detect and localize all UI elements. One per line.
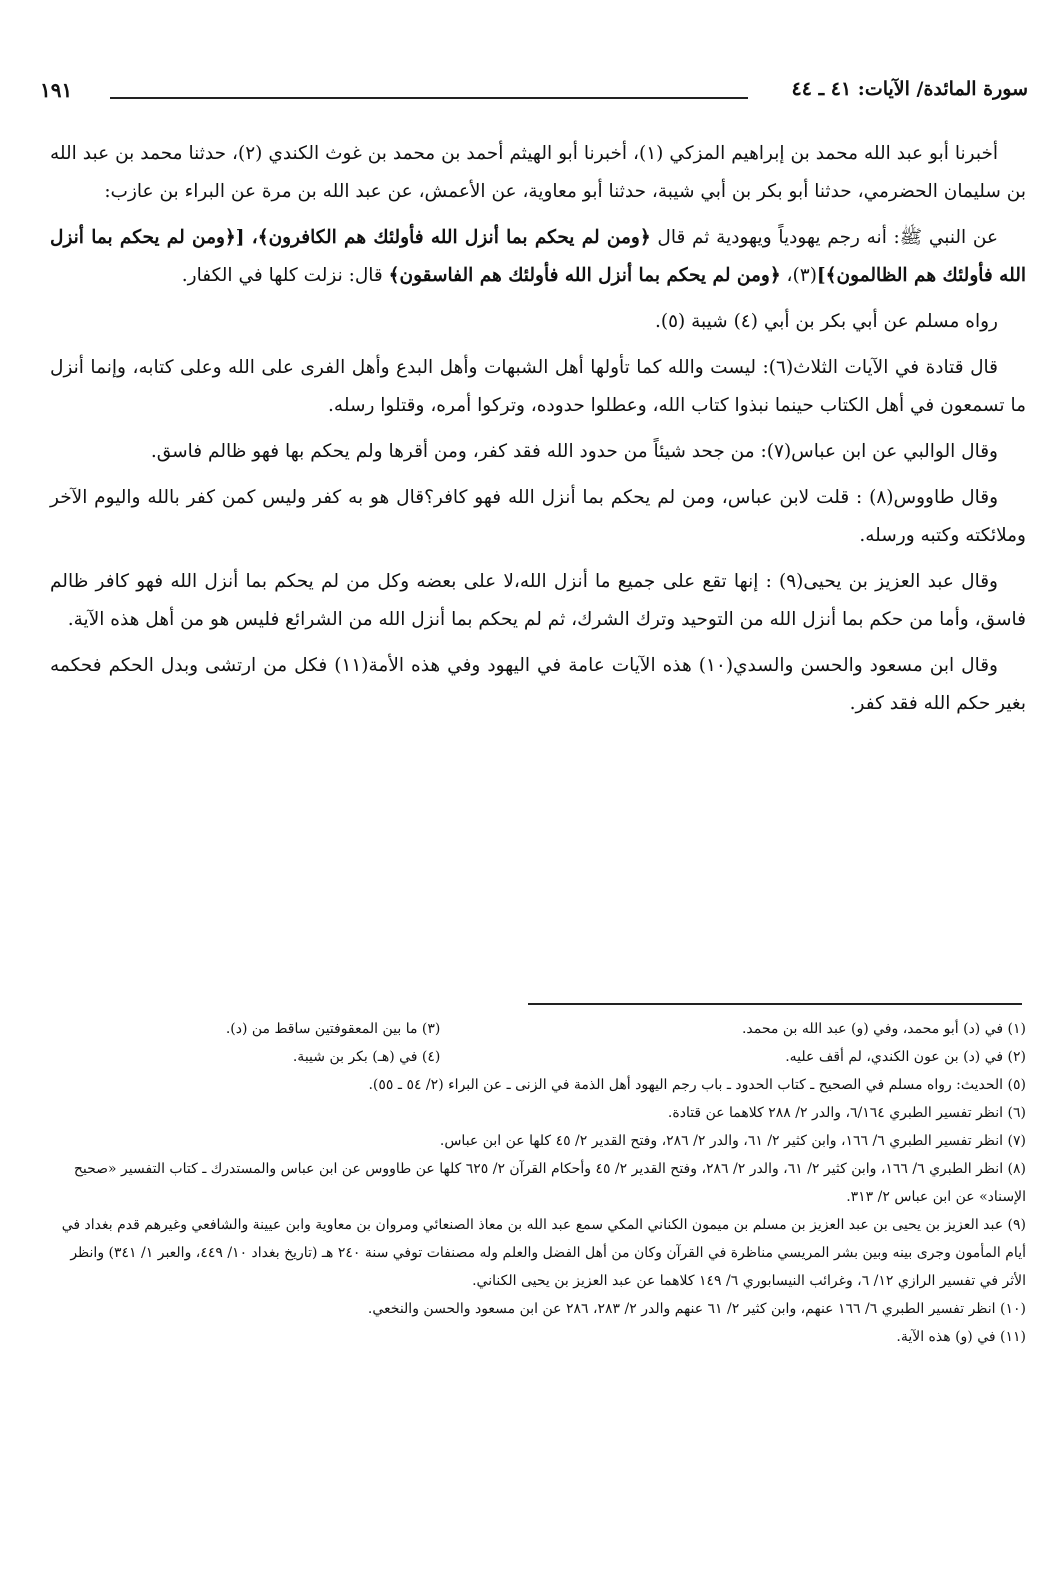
paragraph-abdulaziz: وقال عبد العزيز بن يحيى(٩) : إنها تقع على جميع ما أنزل الله،لا على بعضه وكل من لم يحكم بما أنزل الله فهو كافر ظالم فاسق، وأما من حكم بما أنزل الله من التوحيد وترك الشرك، ثم لم يحكم بما أنزل الله من الشرائع فليس هو من أهل هذه الآية. bbox=[50, 571, 1026, 630]
footnote-3: (٣) ما بين المعقوفتين ساقط من (د). bbox=[225, 1021, 441, 1037]
footnote-6: (٦) انظر تفسير الطبري ٦/١٦٤، والدر ٢/ ٢٨٨ كلاهما عن قتادة. bbox=[667, 1105, 1026, 1121]
hadith-conclusion: قال: نزلت كلها في الكفار. bbox=[181, 265, 389, 286]
footnote-row bbox=[50, 1015, 1026, 1071]
footnote-2: (٢) في (د) بن عون الكندي، لم أقف عليه. bbox=[785, 1049, 1026, 1065]
hadith-intro: عن النبي ﷺ: أنه رجم يهودياً ويهودية ثم قال bbox=[650, 227, 998, 248]
footnote-ref-3: (٣)، bbox=[780, 265, 817, 286]
verse-quote-1: ﴿ومن لم يحكم بما أنزل الله فأولئك هم الكافرون﴾، [﴿ومن لم يحكم بما أنزل الله فأولئك هم الظالمون﴾] bbox=[50, 227, 1026, 286]
paragraph-qatada: قال قتادة في الآيات الثلاث(٦): ليست والله كما تأولها أهل الشبهات وأهل البدع وأهل الفرى على الله وعلى كتابه، وإنما أنزل ما تسمعون في أهل الكتاب حينما نبذوا كتاب الله، وعطلوا حدوده، وتركوا أمره، وقتلوا رسله. bbox=[50, 357, 1026, 416]
paragraph-narration: رواه مسلم عن أبي بكر بن أبي (٤) شيبة (٥). bbox=[654, 311, 998, 332]
footnote-11: (١١) في (و) هذه الآية. bbox=[896, 1329, 1026, 1345]
footnote-separator bbox=[528, 1003, 1022, 1005]
page-header bbox=[40, 78, 1028, 118]
paragraph-ibn-masud: وقال ابن مسعود والحسن والسدي(١٠) هذه الآيات عامة في اليهود وفي هذه الأمة(١١) فكل من ارتشى وبدل الحكم فحكمه بغير حكم الله فقد كفر. bbox=[50, 655, 1026, 714]
footnote-column-right bbox=[558, 1015, 1026, 1071]
paragraph-isnad: أخبرنا أبو عبد الله محمد بن إبراهيم المزكي (١)، أخبرنا أبو الهيثم أحمد بن محمد بن غوث الكندي (٢)، حدثنا محمد بن عبد الله بن سليمان الحضرمي، حدثنا أبو بكر بن أبي شيبة، حدثنا أبو معاوية، عن الأعمش، عن عبد الله بن مرة عن البراء بن عازب: bbox=[50, 143, 1026, 202]
footnote-8: (٨) انظر الطبري ٦/ ١٦٦، وابن كثير ٢/ ٦١، والدر ٢/ ٢٨٦، وفتح القدير ٢/ ٤٥ وأحكام القرآن ٢/ ٦٢٥ كلها عن طاووس عن ابن عباس والمستدرك ـ كتاب التفسير «صحيح الإسناد» عن ابن عباس ٢/ ٣١٣. bbox=[73, 1161, 1026, 1205]
paragraph-tawus: وقال طاووس(٨) : قلت لابن عباس، ومن لم يحكم بما أنزل الله فهو كافر؟قال هو به كفر وليس كمن كفر بالله واليوم الآخر وملائكته وكتبه ورسله. bbox=[50, 487, 1026, 546]
footnote-4: (٤) في (هـ) بكر بن شيبة. bbox=[292, 1049, 441, 1065]
header-rule bbox=[110, 97, 748, 99]
paragraph-walibi: وقال الوالبي عن ابن عباس(٧): من جحد شيئاً من حدود الله فقد كفر، ومن أقرها ولم يحكم بها فهو ظالم فاسق. bbox=[150, 441, 998, 462]
footnote-column-left bbox=[50, 1015, 440, 1071]
running-title: سورة المائدة/ الآيات: ٤١ ـ ٤٤ bbox=[791, 78, 1028, 100]
footnotes bbox=[50, 1015, 1026, 1351]
footnote-9: (٩) عبد العزيز بن يحيى بن عبد العزيز بن مسلم بن ميمون الكناني المكي سمع عبد الله بن معاذ الصنعائي ومروان بن معاوية وابن عيينة والشافعي وغيرهم قدم بغداد في أيام المأمون وجرى بينه وبين بشر المريسي مناظرة في القرآن وكان من أهل الفضل والعلم وله مصنفات توفي سنة ٢٤٠ هـ (تاريخ بغداد ١٠/ ٤٤٩، والعبر ١/ ٣٤١) وانظر الأثر في تفسير الرازي ١٢/ ٦، وغرائب النيسابوري ٦/ ١٤٩ كلاهما عن عبد العزيز بن يحيى الكناني. bbox=[61, 1217, 1026, 1289]
main-text bbox=[50, 135, 1026, 731]
footnote-10: (١٠) انظر تفسير الطبري ٦/ ١٦٦ عنهم، وابن كثير ٢/ ٦١ عنهم والدر ٢/ ٢٨٣، ٢٨٦ عن ابن مسعود والحسن والنخعي. bbox=[367, 1301, 1026, 1317]
footnote-1: (١) في (د) أبو محمد، وفي (و) عبد الله بن محمد. bbox=[741, 1021, 1026, 1037]
footnote-7: (٧) انظر تفسير الطبري ٦/ ١٦٦، وابن كثير ٢/ ٦١، والدر ٢/ ٢٨٦، وفتح القدير ٢/ ٤٥ كلها عن ابن عباس. bbox=[439, 1133, 1026, 1149]
footnote-5: (٥) الحديث: رواه مسلم في الصحيح ـ كتاب الحدود ـ باب رجم اليهود أهل الذمة في الزنى ـ عن البراء (٢/ ٥٤ ـ ٥٥). bbox=[368, 1077, 1026, 1093]
verse-quote-2: ﴿ومن لم يحكم بما أنزل الله فأولئك هم الفاسقون﴾ bbox=[388, 265, 781, 286]
paragraph-hadith bbox=[50, 219, 1026, 295]
page-number: ١٩١ bbox=[40, 78, 73, 102]
